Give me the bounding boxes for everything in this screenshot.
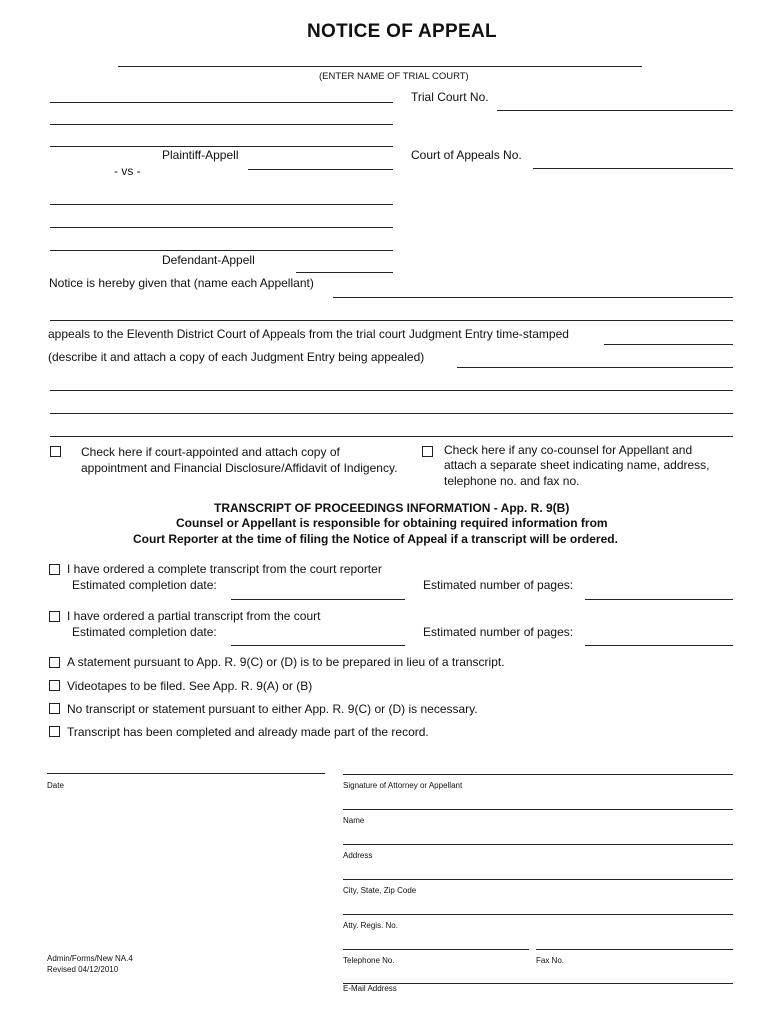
address-label: Address bbox=[343, 851, 373, 860]
fax-label: Fax No. bbox=[536, 956, 565, 965]
describe-field-4[interactable] bbox=[50, 436, 733, 437]
caption-line[interactable] bbox=[50, 124, 393, 125]
complete-transcript-checkbox[interactable] bbox=[49, 564, 60, 575]
partial-est-date-label: Estimated completion date: bbox=[72, 625, 217, 639]
address-field[interactable] bbox=[343, 844, 733, 845]
complete-est-date-label: Estimated completion date: bbox=[72, 578, 217, 592]
caption-line[interactable] bbox=[50, 102, 393, 103]
atty-field[interactable] bbox=[343, 914, 733, 915]
plaintiff-suffix-field[interactable] bbox=[248, 169, 393, 170]
partial-est-pages-field[interactable] bbox=[585, 645, 733, 646]
vs-label: - vs - bbox=[114, 164, 141, 178]
describe-field-3[interactable] bbox=[50, 413, 733, 414]
partial-transcript-text: I have ordered a partial transcript from the court bbox=[67, 609, 321, 623]
describe-field[interactable] bbox=[457, 367, 733, 368]
transcript-completed-checkbox[interactable] bbox=[49, 726, 60, 737]
transcript-completed-text: Transcript has been completed and already made part of the record. bbox=[67, 725, 429, 739]
name-field[interactable] bbox=[343, 809, 733, 810]
city-field[interactable] bbox=[343, 879, 733, 880]
email-label: E-Mail Address bbox=[343, 984, 397, 993]
signature-label: Signature of Attorney or Appellant bbox=[343, 781, 463, 790]
court-appointed-text-1: Check here if court-appointed and attach copy of bbox=[81, 445, 340, 459]
atty-label: Atty. Regis. No. bbox=[343, 921, 398, 930]
cocounsel-text-1: Check here if any co-counsel for Appellant and bbox=[444, 443, 693, 457]
transcript-heading: TRANSCRIPT OF PROCEEDINGS INFORMATION - App. R. 9(B) bbox=[214, 501, 570, 515]
defendant-suffix-field[interactable] bbox=[296, 272, 393, 273]
fax-field[interactable] bbox=[536, 949, 733, 950]
complete-transcript-text: I have ordered a complete transcript from the court reporter bbox=[67, 562, 382, 576]
court-appointed-text-2: appointment and Financial Disclosure/Affidavit of Indigency. bbox=[81, 461, 398, 475]
caption-line[interactable] bbox=[50, 250, 393, 251]
transcript-subheading-1: Counsel or Appellant is responsible for obtaining required information from bbox=[176, 516, 608, 530]
form-id: Admin/Forms/New NA.4 bbox=[47, 954, 133, 963]
name-label: Name bbox=[343, 816, 365, 825]
trial-court-no-field[interactable] bbox=[497, 110, 733, 111]
describe-text: (describe it and attach a copy of each Judgment Entry being appealed) bbox=[48, 350, 425, 364]
complete-est-pages-field[interactable] bbox=[585, 599, 733, 600]
time-stamped-field[interactable] bbox=[604, 344, 733, 345]
caption-line[interactable] bbox=[50, 146, 393, 147]
cocounsel-text-3: telephone no. and fax no. bbox=[444, 474, 580, 488]
date-label: Date bbox=[47, 781, 64, 790]
court-of-appeals-no-label: Court of Appeals No. bbox=[411, 148, 522, 162]
city-label: City, State, Zip Code bbox=[343, 886, 417, 895]
partial-est-date-field[interactable] bbox=[231, 645, 405, 646]
cocounsel-checkbox[interactable] bbox=[422, 446, 433, 457]
plaintiff-appell-label: Plaintiff-Appell bbox=[162, 148, 239, 162]
statement-text: A statement pursuant to App. R. 9(C) or (D) is to be prepared in lieu of a transcript. bbox=[67, 655, 505, 669]
no-transcript-text: No transcript or statement pursuant to either App. R. 9(C) or (D) is necessary. bbox=[67, 702, 478, 716]
signature-field[interactable] bbox=[343, 774, 733, 775]
appellant-name-field[interactable] bbox=[333, 297, 733, 298]
partial-transcript-checkbox[interactable] bbox=[49, 611, 60, 622]
trial-court-name-field[interactable] bbox=[118, 66, 642, 67]
trial-court-no-label: Trial Court No. bbox=[411, 90, 489, 104]
email-field[interactable] bbox=[343, 983, 733, 984]
videotapes-text: Videotapes to be filed. See App. R. 9(A) or (B) bbox=[67, 679, 313, 693]
defendant-appell-label: Defendant-Appell bbox=[162, 253, 255, 267]
statement-checkbox[interactable] bbox=[49, 657, 60, 668]
appellant-name-field-2[interactable] bbox=[50, 320, 733, 321]
complete-est-date-field[interactable] bbox=[231, 599, 405, 600]
page-title: NOTICE OF APPEAL bbox=[307, 21, 497, 42]
revised-date: Revised 04/12/2010 bbox=[47, 965, 119, 974]
court-of-appeals-no-field[interactable] bbox=[533, 168, 733, 169]
partial-est-pages-label: Estimated number of pages: bbox=[423, 625, 574, 639]
no-transcript-checkbox[interactable] bbox=[49, 703, 60, 714]
court-appointed-checkbox[interactable] bbox=[50, 446, 61, 457]
caption-line[interactable] bbox=[50, 204, 393, 205]
cocounsel-text-2: attach a separate sheet indicating name, address, bbox=[444, 458, 710, 472]
describe-field-2[interactable] bbox=[50, 390, 733, 391]
complete-est-pages-label: Estimated number of pages: bbox=[423, 578, 574, 592]
videotapes-checkbox[interactable] bbox=[49, 680, 60, 691]
transcript-subheading-2: Court Reporter at the time of filing the Notice of Appeal if a transcript will be ordered. bbox=[133, 532, 618, 546]
trial-court-hint: (ENTER NAME OF TRIAL COURT) bbox=[319, 71, 469, 82]
phone-field[interactable] bbox=[343, 949, 529, 950]
notice-given-text: Notice is hereby given that (name each Appellant) bbox=[49, 276, 314, 290]
date-field[interactable] bbox=[47, 773, 325, 774]
caption-line[interactable] bbox=[50, 227, 393, 228]
phone-label: Telephone No. bbox=[343, 956, 395, 965]
appeals-to-text: appeals to the Eleventh District Court of Appeals from the trial court Judgment Entry time-stamped bbox=[48, 327, 569, 341]
